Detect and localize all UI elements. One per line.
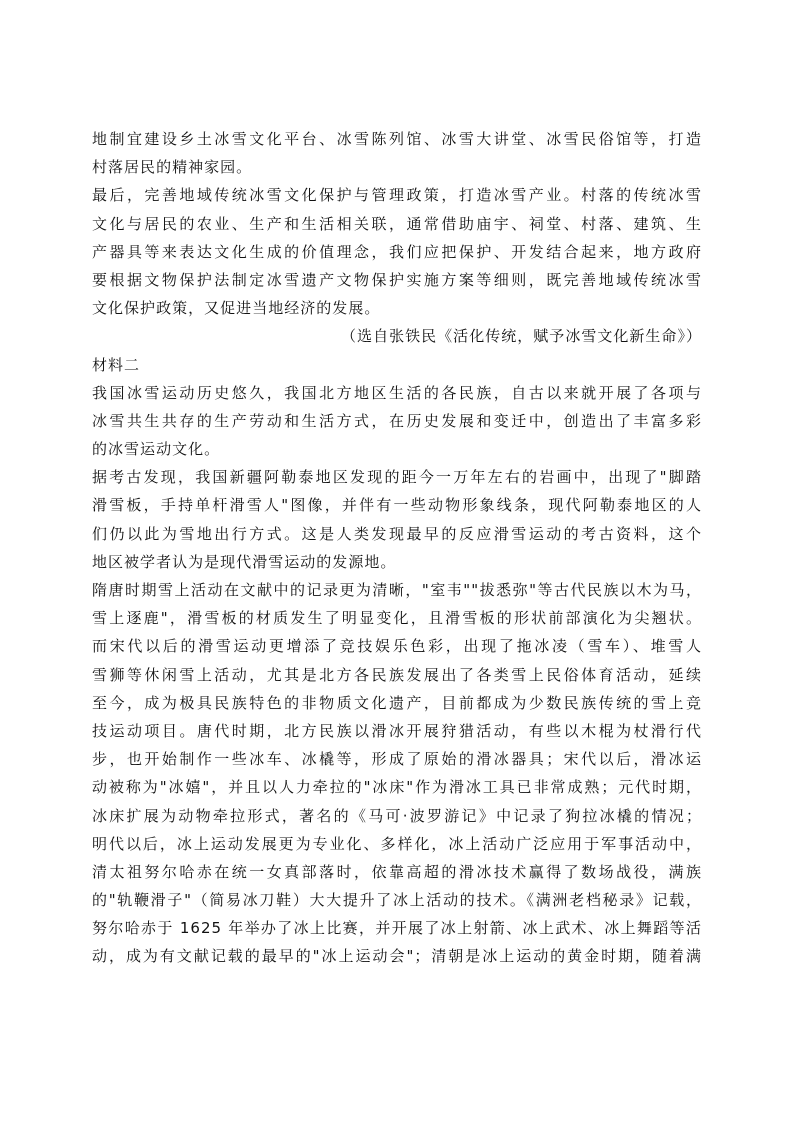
- text-line: 雪狮等休闲雪上活动，尤其是北方各民族发展出了各类雪上民俗体育活动，延续: [92, 665, 702, 684]
- text-line: 文化保护政策，又促进当地经济的发展。: [92, 299, 381, 318]
- section-heading: 材料二: [92, 355, 141, 374]
- text-line: 至今，成为极具民族特色的非物质文化遗产，目前都成为少数民族传统的雪上竞: [92, 693, 702, 712]
- text-line: 的"轨鞭滑子"（简易冰刀鞋）大大提升了冰上活动的技术。《满洲老档秘录》记载，: [92, 891, 702, 910]
- text-line: 步，也开始制作一些冰车、冰橇等，形成了原始的滑冰器具；宋代以后，滑冰运: [92, 750, 702, 769]
- text-line: 雪上逐鹿"，滑雪板的材质发生了明显变化，且滑雪板的形状前部演化为尖翘状。: [92, 609, 702, 628]
- text-line: 要根据文物保护法制定冰雪遗产文物保护实施方案等细则，既完善地域传统冰雪: [92, 270, 702, 289]
- text-line: 明代以后，冰上运动发展更为专业化、多样化，冰上活动广泛应用于军事活动中，: [92, 834, 702, 853]
- text-line: 而宋代以后的滑雪运动更增添了竞技娱乐色彩，出现了拖冰凌（雪车）、堆雪人: [92, 637, 702, 656]
- text-line: 冰雪共生共存的生产劳动和生活方式，在历史发展和变迁中，创造出了丰富多彩: [92, 411, 702, 430]
- document-page: [92, 125, 702, 971]
- text-line: 地区被学者认为是现代滑雪运动的发源地。: [92, 552, 397, 571]
- text-line: 文化与居民的农业、生产和生活相关联，通常借助庙宇、祠堂、村落、建筑、生: [92, 214, 702, 233]
- source-citation: （选自张铁民《活化传统，赋予冰雪文化新生命》）: [341, 327, 702, 346]
- text-line: 冰床扩展为动物牵拉形式，著名的《马可·波罗游记》中记录了狗拉冰橇的情况；: [92, 806, 702, 825]
- text-line: 滑雪板，手持单杆滑雪人"图像，并伴有一些动物形象线条，现代阿勒泰地区的人: [92, 496, 702, 515]
- text-line: 据考古发现，我国新疆阿勒泰地区发现的距今一万年左右的岩画中，出现了"脚踏: [92, 468, 702, 487]
- text-line: 最后，完善地域传统冰雪文化保护与管理政策，打造冰雪产业。村落的传统冰雪: [92, 186, 702, 205]
- text-line: 隋唐时期雪上活动在文献中的记录更为清晰，"室韦""拔悉弥"等古代民族以木为马，: [92, 581, 702, 599]
- text-line: 地制宜建设乡土冰雪文化平台、冰雪陈列馆、冰雪大讲堂、冰雪民俗馆等，打造: [92, 130, 702, 148]
- text-line: 动被称为"冰嬉"，并且以人力牵拉的"冰床"作为滑冰工具已非常成熟；元代时期，: [92, 778, 702, 797]
- text-line: 我国冰雪运动历史悠久，我国北方地区生活的各民族，自古以来就开展了各项与: [92, 383, 702, 402]
- text-line: 们仍以此为雪地出行方式。这是人类发现最早的反应滑雪运动的考古资料，这个: [92, 524, 702, 543]
- text-line: 动，成为有文献记载的最早的"冰上运动会"；清朝是冰上运动的黄金时期，随着满: [92, 947, 702, 966]
- text-line: 清太祖努尔哈赤在统一女真部落时，依靠高超的滑冰技术赢得了数场战役，满族: [92, 862, 702, 881]
- text-line: 努尔哈赤于 1625 年举办了冰上比赛，并开展了冰上射箭、冰上武术、冰上舞蹈等活: [92, 919, 702, 938]
- text-line: 村落居民的精神家园。: [92, 158, 253, 177]
- text-line: 的冰雪运动文化。: [92, 440, 221, 459]
- text-line: 产器具等来表达文化生成的价值理念，我们应把保护、开发结合起来，地方政府: [92, 242, 702, 261]
- text-line: 技运动项目。唐代时期，北方民族以滑冰开展狩猎活动，有些以木棍为杖滑行代: [92, 721, 702, 740]
